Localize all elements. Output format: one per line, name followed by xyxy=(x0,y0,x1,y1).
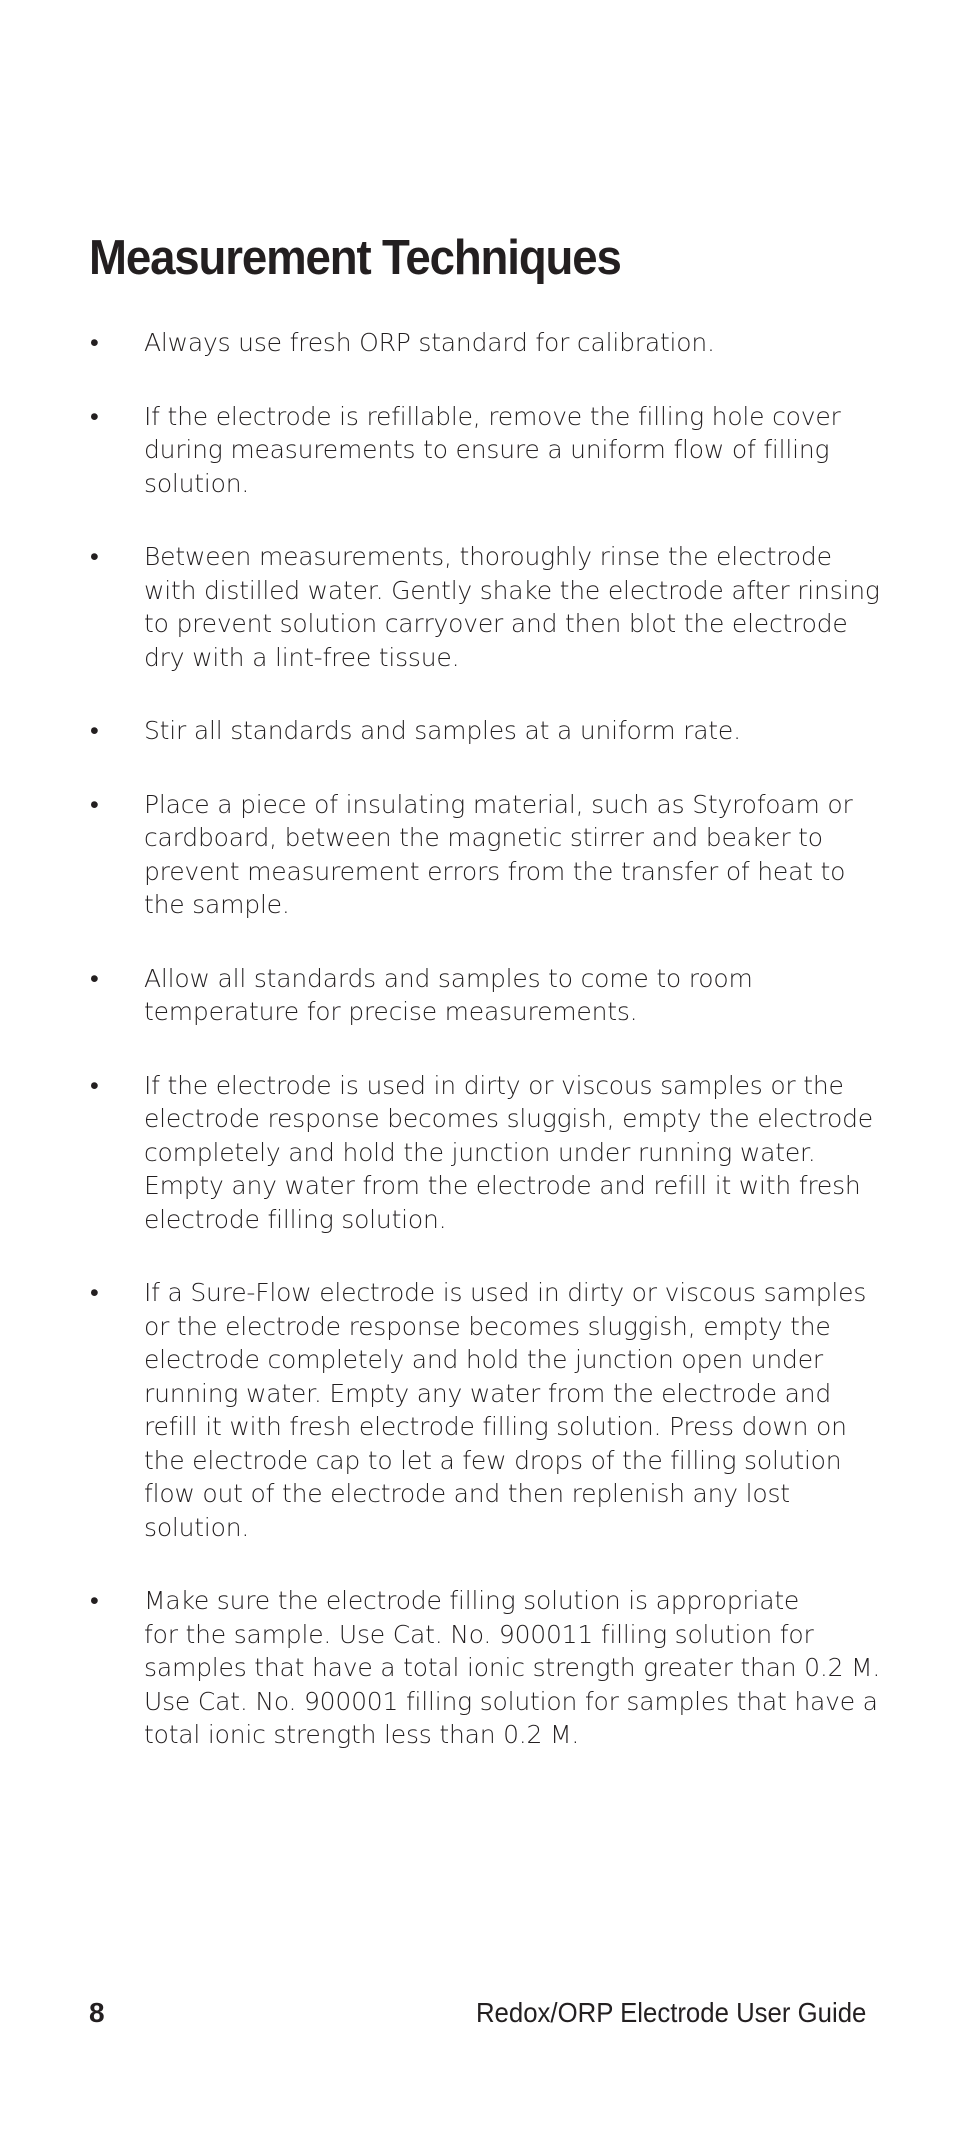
bullet-item xyxy=(89,1276,889,1544)
bullet-list xyxy=(89,326,889,1792)
bullet-text: Always use fresh ORP standard for calibration. xyxy=(144,328,715,357)
bullet-text: If the electrode is used in dirty or viscous samples or the electrode response becomes sluggish, empty the electrode completely and hold the junction under running water. Empty any water from the electrode and refill it with fresh electrode filling solution. xyxy=(144,1070,873,1234)
bullet-text: Allow all standards and samples to come to room temperature for precise measurements. xyxy=(144,963,753,1026)
bullet-icon: • xyxy=(90,963,99,993)
bullet-text: If a Sure-Flow electrode is used in dirty or viscous samples or the electrode response becomes sluggish, empty the electrode completely and hold the junction open under running water. Empty any water from the electrode and refill it with fresh electrode filling solution. Press down on the electrode cap to let a few drops of the filling solution flow out of the electrode and then replenish any lost solution. xyxy=(144,1278,867,1542)
bullet-item xyxy=(89,1069,889,1237)
bullet-item xyxy=(89,788,889,922)
bullet-icon: • xyxy=(90,1586,99,1615)
bullet-text: Make sure the electrode filling solution is appropriate for the sample. Use Cat. No. 900011 filling solution for samples that have a total ionic strength greater than 0.2 M. Use Cat. No. 900001 filling solution for samples that have a total ionic strength less than 0.2 M. xyxy=(144,1586,881,1749)
footer-guide-title: Redox/ORP Electrode User Guide xyxy=(475,1997,866,2028)
bullet-item xyxy=(89,326,889,360)
bullet-icon: • xyxy=(90,1278,99,1307)
bullet-item xyxy=(89,1584,889,1752)
page-title: Measurement Techniques xyxy=(89,231,621,285)
bullet-text: Stir all standards and samples at a uniform rate. xyxy=(144,716,741,745)
page-number: 8 xyxy=(89,1997,105,2028)
bullet-icon: • xyxy=(90,542,99,571)
bullet-text: If the electrode is refillable, remove the filling hole cover during measurements to ensure a uniform flow of filling solution. xyxy=(144,401,841,498)
bullet-icon: • xyxy=(90,401,99,431)
bullet-text: Between measurements, thoroughly rinse the electrode with distilled water. Gently shake the electrode after rinsing to prevent solution carryover and then blot the electrode dry with a lint-free tissue. xyxy=(144,542,880,672)
bullet-item xyxy=(89,962,889,1029)
bullet-icon: • xyxy=(90,716,99,745)
bullet-item xyxy=(89,400,889,501)
bullet-icon: • xyxy=(90,1070,99,1100)
bullet-item xyxy=(89,540,889,674)
bullet-item xyxy=(89,714,889,748)
bullet-text: Place a piece of insulating material, such as Styrofoam or cardboard, between the magnetic stirrer and beaker to prevent measurement errors from the transfer of heat to the sample. xyxy=(144,789,853,919)
bullet-icon: • xyxy=(90,328,99,357)
bullet-icon: • xyxy=(90,789,99,819)
